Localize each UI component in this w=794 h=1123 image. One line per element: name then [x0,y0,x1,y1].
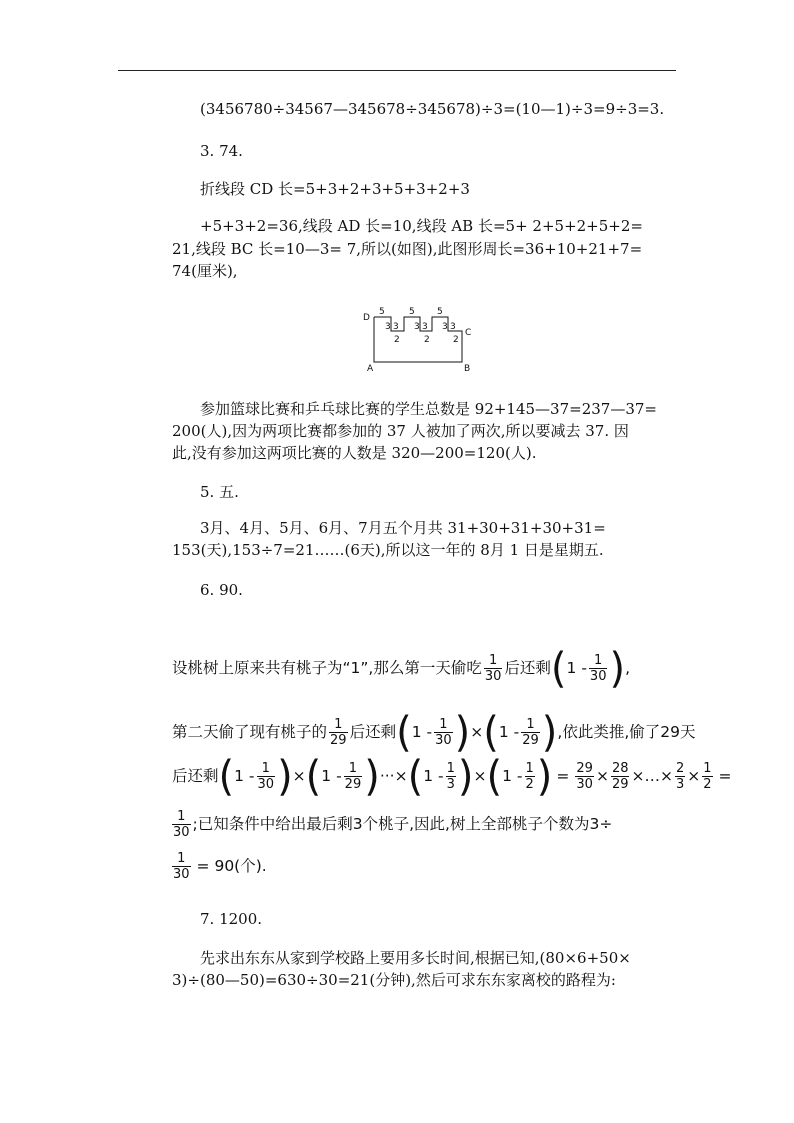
answer-4-line3: 此,没有参加这两项比赛的人数是 320—200=120(人). [172,444,537,462]
answer-5-line2: 153(天),153÷7=21……(6天),所以这一年的 8月 1 日是星期五. [172,541,604,559]
q6-line1: 设桃树上原来共有桃子为“1”,那么第一天偷吃 $\frac{1}{30}$ 后还剩(1 - $\frac{1}{30}$ ), [172,644,631,693]
label-bottom-3: 2 [453,335,459,345]
q6-line4: $\frac{1}{30}$ ;已知条件中给出最后剩3个桃子,因此,树上全部桃子个数为3÷ [173,809,613,840]
answer-7-line1: 先求出东东从家到学校路上要用多长时间,根据已知,(80×6+50× [200,949,631,967]
label-D: D [363,313,370,323]
q6-line2: 第二天偷了现有桃子的 $\frac{1}{29}$ 后还剩(1 - $\frac{1}{30}$ )×(1 - $\frac{1}{29}$ ),依此类推,偷了29天 [172,708,696,757]
answer-7-line2: 3)÷(80—50)=630÷30=21(分钟),然后可求东东家离校的路程为: [172,971,616,989]
answer-6-heading: 6. 90. [200,581,243,599]
answer-5-heading: 5. 五. [200,483,239,501]
answer-2-calc: (3456780÷34567—345678÷345678)÷3=(10—1)÷3=9÷3=3. [200,100,665,118]
answer-3-line1: 折线段 CD 长=5+3+2+3+5+3+2+3 [200,180,470,198]
answer-3-line4: 74(厘米), [172,262,238,280]
answer-7-heading: 7. 1200. [200,910,263,928]
label-C: C [465,328,472,338]
label-side-2: 3 [393,322,399,332]
header-rule [118,70,676,71]
label-bottom-2: 2 [424,335,430,345]
label-top-3: 5 [437,307,443,317]
fraction-1-30: $\frac{1}{30}$ [484,653,502,684]
answer-4-line2: 200(人),因为两项比赛都参加的 37 人被加了两次,所以要减去 37. 因 [172,422,629,440]
answer-4-line1: 参加篮球比赛和乒乓球比赛的学生总数是 92+145—37=237—37= [200,400,657,418]
label-side-1: 3 [385,322,391,332]
label-top-2: 5 [409,307,415,317]
label-side-6: 3 [450,322,456,332]
q6-line3: 后还剩(1 - $\frac{1}{30}$ )×(1 - $\frac{1}{29}$ )···×(1 - $\frac{1}{3}$ )×(1 - $\frac{1}{2}$ ) = $\frac{29}{30}$ × $\frac{28}{29}$ ×…× $\frac{2}{3}$ × $\frac{1}{2}$ = [172,752,732,801]
label-side-5: 3 [442,322,448,332]
answer-3-line3: 21,线段 BC 长=10—3= 7,所以(如图),此图形周长=36+10+21+7= [172,240,643,258]
label-B: B [464,364,471,374]
answer-3-heading: 3. 74. [200,142,243,160]
label-top-1: 5 [379,307,385,317]
perimeter-figure [358,305,478,375]
label-A: A [367,364,374,374]
answer-3-line2: +5+3+2=36,线段 AD 长=10,线段 AB 长=5+ 2+5+2+5+2= [200,217,643,235]
label-side-3: 3 [414,322,420,332]
label-side-4: 3 [422,322,428,332]
label-bottom-1: 2 [394,335,400,345]
q6-line5: $\frac{1}{30}$ = 90(个). [173,851,267,882]
answer-5-line1: 3月、4月、5月、6月、7月五个月共 31+30+31+30+31= [200,519,606,537]
